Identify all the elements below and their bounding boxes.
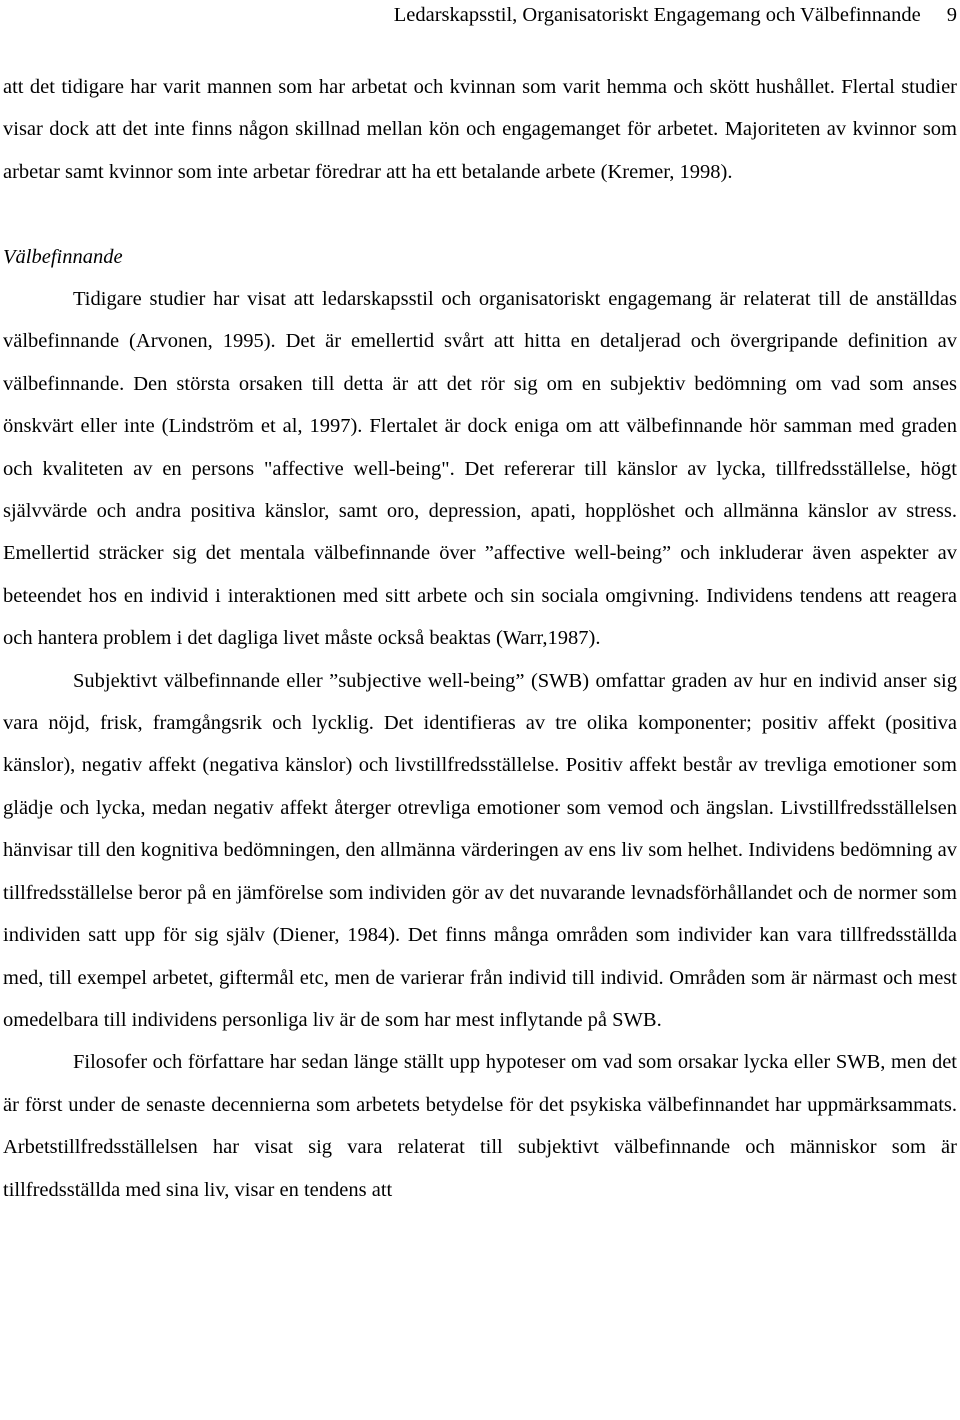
paragraph-intro: att det tidigare har varit mannen som har arbetat och kvinnan som varit hemma och skött hushållet. Flertal studier visar dock att det inte finns någon skillnad mellan kön och engagemanget för arbetet. Majoriteten av kvinnor som arbetar samt kvinnor som inte arbetar föredrar att ha ett betalande arbete (Kremer, 1998). <box>3 76 957 183</box>
header-title: Ledarskapsstil, Organisatoriskt Engagemang och Välbefinnande <box>393 4 921 26</box>
paragraph: Tidigare studier har visat att ledarskapsstil och organisatoriskt engagemang är relaterat till de anställdas välbefinnande (Arvonen, 1995). Det är emellertid svårt att hitta en detaljerad och övergripande definition av välbefinnande. Den största orsaken till detta är att det rör sig om en subjektiv bedömning om vad som anses önskvärt eller inte (Lindström et al, 1997). Flertalet är dock eniga om att välbefinnande hör samman med graden och kvaliteten av en persons "affective well-being". Det refererar till känslor av lycka, tillfredsställelse, högt självvärde och andra positiva känslor, samt oro, depression, apati, hopplöshet och allmänna känslor av stress. Emellertid sträcker sig det mentala välbefinnande över ”affective well-being” och inkluderar även aspekter av beteendet hos en individ i interaktionen med sitt arbete och sin sociala omgivning. Individens tendens att reagera och hantera problem i det dagliga livet måste också beaktas (Warr,1987). <box>3 288 957 650</box>
section-spacer <box>3 193 957 235</box>
paragraph: Subjektivt välbefinnande eller ”subjective well-being” (SWB) omfattar graden av hur en individ anser sig vara nöjd, frisk, framgångsrik och lycklig. Det identifieras av tre olika komponenter; positiv affekt (positiva känslor), negativ affekt (negativa känslor) och livstillfredsställelse. Positiv affekt består av trevliga emotioner som glädje och lycka, medan negativ affekt återger otrevliga emotioner som vemod och ängslan. Livstillfredsställelsen hänvisar till den kognitiva bedömningen, den allmänna värderingen av ens liv som helhet. Individens bedömning av tillfredsställelse beror på en jämförelse som individen gör av det nuvarande levnadsförhållandet och de normer som individen satt upp för sig själv (Diener, 1984). Det finns många områden som individer kan vara tillfredsställda med, till exempel arbetet, giftermål etc, men de varierar från individ till individ. Områden som är närmast och mest omedelbara till individens personliga liv är de som har mest inflytande på SWB. <box>3 669 957 1031</box>
running-header <box>0 0 957 30</box>
page-number: 9 <box>946 4 957 26</box>
document-body <box>3 66 957 1211</box>
paragraph: Filosofer och författare har sedan länge ställt upp hypoteser om vad som orsakar lycka eller SWB, men det är först under de senaste decennierna som arbetets betydelse för det psykiska välbefinnandet har uppmärksammats. Arbetstillfredsställelsen har visat sig vara relaterat till subjektivt välbefinnande och människor som är tillfredsställda med sina liv, visar en tendens att <box>3 1051 957 1201</box>
section-heading: Välbefinnande <box>3 245 123 268</box>
